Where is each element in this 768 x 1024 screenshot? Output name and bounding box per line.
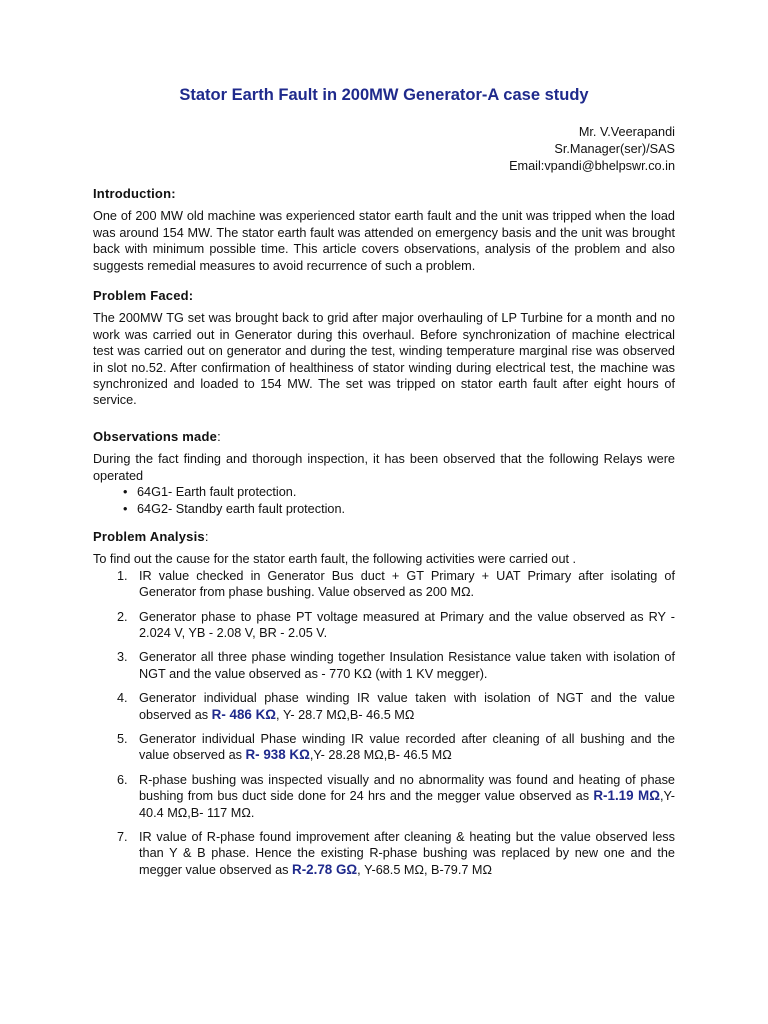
document-body	[93, 186, 675, 892]
document-title: Stator Earth Fault in 200MW Generator-A case study	[179, 86, 589, 104]
observations-heading-label: Observations made	[93, 428, 218, 444]
observations-section	[93, 429, 675, 517]
list-item	[93, 772, 675, 821]
list-item	[123, 484, 675, 500]
relay-list	[93, 484, 675, 517]
list-item	[93, 568, 675, 601]
introduction-section	[93, 186, 675, 274]
step-text: Generator phase to phase PT voltage measured at Primary and the value observed as RY - 2.024 V, YB - 2.08 V, BR - 2.05 V.	[139, 609, 675, 640]
step-text: Generator individual Phase winding IR value recorded after cleaning of all bushing and the value observed as	[139, 731, 675, 763]
step-text-suffix: , Y-68.5 MΩ, B-79.7 MΩ	[357, 862, 492, 877]
step-text-suffix: , Y- 28.7 MΩ,B- 46.5 MΩ	[275, 707, 415, 722]
step-text: IR value checked in Generator Bus duct + GT Primary + UAT Primary after isolating of Generator from phase bushing. Value observed as 200 MΩ.	[139, 568, 675, 600]
step-number: 4.	[117, 691, 128, 706]
analysis-heading-colon: :	[204, 528, 209, 544]
author-block	[509, 124, 675, 175]
observations-heading-colon: :	[217, 428, 221, 444]
step-text: Generator individual phase winding IR value taken with isolation of NGT and the value observed as	[139, 691, 675, 722]
step-text-suffix: ,Y-40.4 MΩ,B- 117 MΩ.	[139, 789, 675, 820]
r-phase-highlight: R- 486 KΩ	[211, 706, 276, 722]
list-item-text: 64G2- Standby earth fault protection.	[137, 501, 346, 516]
analysis-steps	[93, 568, 675, 879]
r-phase-highlight: R-2.78 GΩ	[292, 861, 358, 877]
bullet-icon: •	[123, 485, 128, 500]
author-designation: Sr.Manager(ser)/SAS	[554, 142, 675, 156]
introduction-text: One of 200 MW old machine was experienced stator earth fault and the unit was tripped when the load was around 154 MW. The stator earth fault was attended on emergency basis and the unit was brought back with minimum possible time. This article covers observations, analysis of the problem and also suggests remedial measures to avoid recurrence of such a problem.	[93, 209, 675, 273]
problem-faced-text: The 200MW TG set was brought back to grid after major overhauling of LP Turbine for a month and no work was carried out in Generator during this overhaul. Before synchronization of machine electrical test was carried out on generator and during the test, winding temperature marginal rise was observed in slot no.52. After confirmation of healthiness of stator winding during electrical test, the machine was synchronized and loaded to 154 MW. The set was tripped on stator earth fault after eight hours of service.	[93, 311, 675, 408]
list-item	[123, 501, 675, 517]
step-number: 2.	[117, 609, 128, 624]
step-text: R-phase bushing was inspected visually and no abnormality was found and heating of phase bushing from bus duct side done for 24 hrs and the megger value observed as	[139, 772, 675, 804]
step-number: 5.	[117, 731, 128, 746]
list-item	[93, 609, 675, 642]
analysis-section	[93, 529, 675, 878]
problem-faced-heading: Problem Faced:	[93, 288, 194, 304]
list-item-text: 64G1- Earth fault protection.	[137, 485, 297, 500]
author-name: Mr. V.Veerapandi	[578, 125, 675, 139]
step-number: 6.	[117, 772, 128, 787]
author-email: Email:vpandi@bhelpswr.co.in	[509, 159, 675, 173]
r-phase-highlight: R-1.19 MΩ	[593, 788, 660, 804]
step-text: IR value of R-phase found improvement after cleaning & heating but the value observed less than Y & B phase. Hence the existing R-phase bushing was replaced by new one and the megger value observed as	[139, 830, 675, 877]
r-phase-highlight: R- 938 KΩ	[245, 747, 310, 763]
step-text-suffix: ,Y- 28.28 MΩ,B- 46.5 MΩ	[309, 748, 452, 763]
introduction-heading: Introduction:	[93, 186, 176, 201]
step-number: 1.	[117, 568, 128, 583]
step-number: 3.	[117, 650, 128, 665]
step-text: Generator all three phase winding together Insulation Resistance value taken with isolation of NGT and the value observed as - 770 KΩ (with 1 KV megger).	[139, 650, 675, 681]
list-item	[93, 690, 675, 723]
analysis-heading	[93, 529, 675, 545]
problem-faced-section	[93, 288, 675, 409]
observations-heading	[93, 429, 675, 445]
bullet-icon: •	[123, 501, 128, 516]
list-item	[93, 731, 675, 764]
analysis-intro: To find out the cause for the stator earth fault, the following activities were carried out .	[93, 552, 577, 567]
observations-text: During the fact finding and thorough inspection, it has been observed that the following Relays were operated	[93, 452, 675, 483]
list-item	[93, 649, 675, 682]
step-number: 7.	[117, 830, 128, 844]
list-item	[93, 829, 675, 878]
analysis-heading-label: Problem Analysis	[93, 528, 205, 544]
